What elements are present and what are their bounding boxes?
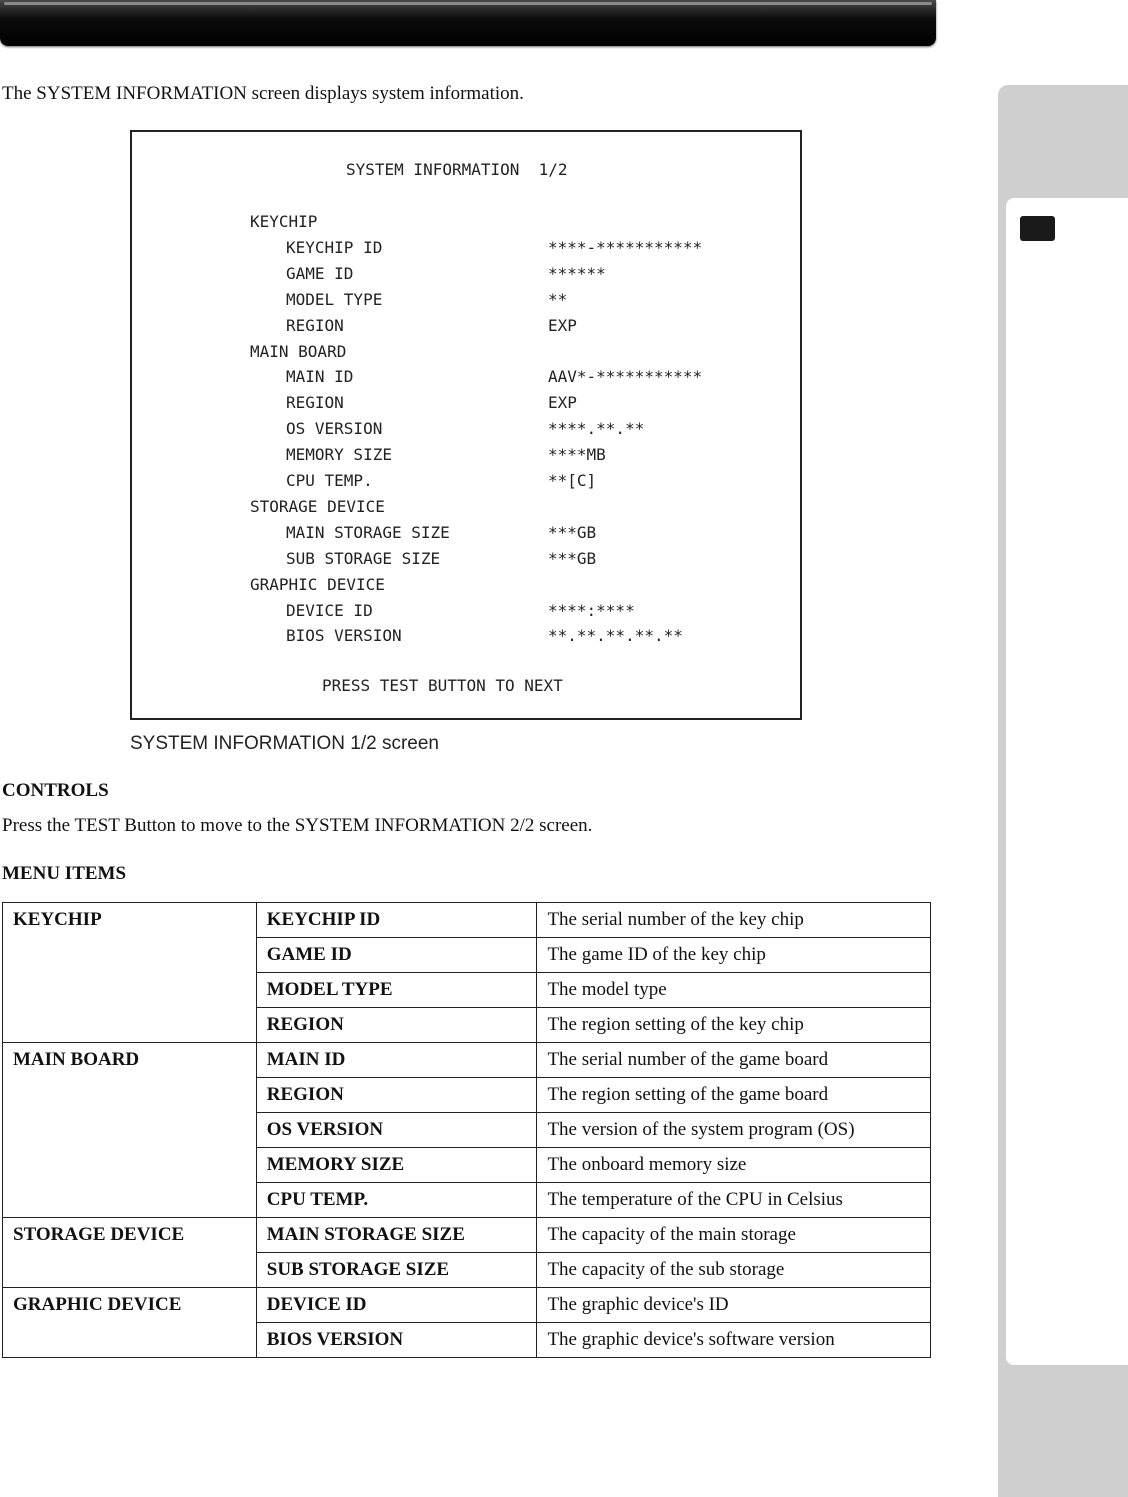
- screen-row-label: REGION: [286, 315, 344, 335]
- side-tab-panel: [1006, 198, 1128, 1365]
- screen-row-label: KEYCHIP: [250, 212, 318, 231]
- screen-info-row: [250, 290, 770, 316]
- item-description-cell: The game ID of the key chip: [537, 938, 931, 973]
- screen-row-value: ****-***********: [548, 237, 703, 257]
- screen-row-label: MAIN BOARD: [250, 341, 347, 361]
- screen-row-value: ***GB: [548, 522, 597, 542]
- item-name-cell: MAIN STORAGE SIZE: [256, 1218, 537, 1253]
- item-name-cell: DEVICE ID: [256, 1288, 537, 1323]
- item-name-cell: MAIN ID: [256, 1043, 537, 1078]
- item-name-cell: GAME ID: [256, 938, 537, 973]
- item-description-cell: The region setting of the key chip: [537, 1008, 931, 1043]
- category-cell: MAIN BOARD: [3, 1043, 257, 1218]
- item-description-cell: The serial number of the game board: [537, 1043, 931, 1078]
- category-cell: GRAPHIC DEVICE: [3, 1288, 257, 1358]
- screen-row-label: REGION: [286, 393, 344, 413]
- screen-info-row: [250, 264, 770, 290]
- screen-row-value: **.**.**.**.**: [548, 626, 683, 646]
- item-name-cell: CPU TEMP.: [256, 1183, 537, 1218]
- screen-row-value: ****MB: [548, 445, 606, 465]
- screen-row-value: **[C]: [548, 471, 597, 490]
- screen-row-label: MAIN STORAGE SIZE: [286, 522, 450, 542]
- screen-row-label: KEYCHIP ID: [286, 237, 383, 257]
- item-name-cell: MODEL TYPE: [256, 973, 537, 1008]
- screen-row-label: MEMORY SIZE: [286, 445, 392, 465]
- item-description-cell: The capacity of the main storage: [537, 1218, 931, 1253]
- screen-row-label: STORAGE DEVICE: [250, 496, 385, 516]
- screen-row-label: BIOS VERSION: [286, 626, 402, 646]
- controls-heading: CONTROLS: [2, 780, 109, 801]
- chapter-title-bar: [0, 0, 936, 46]
- screen-info-row: [250, 549, 770, 575]
- screen-row-value: EXP: [548, 315, 577, 335]
- screen-info-row: [250, 445, 770, 471]
- screen-row-value: **: [548, 289, 568, 309]
- system-info-screen: [130, 130, 802, 720]
- table-row: [3, 1218, 931, 1253]
- table-row: [3, 903, 931, 938]
- screen-row-label: OS VERSION: [286, 419, 383, 439]
- item-name-cell: REGION: [256, 1008, 537, 1043]
- item-name-cell: OS VERSION: [256, 1113, 537, 1148]
- screen-info-row: [250, 626, 770, 652]
- item-description-cell: The graphic device's software version: [537, 1323, 931, 1358]
- item-name-cell: SUB STORAGE SIZE: [256, 1253, 537, 1288]
- item-description-cell: The graphic device's ID: [537, 1288, 931, 1323]
- screen-footer: PRESS TEST BUTTON TO NEXT: [322, 676, 563, 695]
- screen-section-header: [250, 575, 770, 601]
- controls-text: Press the TEST Button to move to the SYSTEM INFORMATION 2/2 screen.: [2, 815, 593, 836]
- screen-info-row: [250, 601, 770, 627]
- screen-title: SYSTEM INFORMATION 1/2: [346, 160, 568, 179]
- screen-info-row: [250, 471, 770, 497]
- screen-row-label: GAME ID: [286, 263, 354, 283]
- chapter-tab-marker: [1020, 216, 1055, 241]
- screen-row-label: SUB STORAGE SIZE: [286, 548, 441, 568]
- screen-info-row: [250, 419, 770, 445]
- intro-text: The SYSTEM INFORMATION screen displays system information.: [2, 83, 524, 104]
- screen-info-row: [250, 523, 770, 549]
- item-description-cell: The serial number of the key chip: [537, 903, 931, 938]
- screen-info-row: [250, 393, 770, 419]
- screen-caption: SYSTEM INFORMATION 1/2 screen: [130, 733, 439, 754]
- item-description-cell: The temperature of the CPU in Celsius: [537, 1183, 931, 1218]
- item-name-cell: REGION: [256, 1078, 537, 1113]
- screen-row-label: MAIN ID: [286, 367, 354, 387]
- screen-row-label: DEVICE ID: [286, 600, 373, 620]
- item-description-cell: The onboard memory size: [537, 1148, 931, 1183]
- screen-row-value: ***GB: [548, 548, 597, 568]
- item-description-cell: The version of the system program (OS): [537, 1113, 931, 1148]
- item-name-cell: BIOS VERSION: [256, 1323, 537, 1358]
- menu-items-heading: MENU ITEMS: [2, 863, 127, 884]
- item-description-cell: The region setting of the game board: [537, 1078, 931, 1113]
- item-name-cell: MEMORY SIZE: [256, 1148, 537, 1183]
- table-row: [3, 1288, 931, 1323]
- screen-row-value: AAV*-***********: [548, 367, 703, 387]
- screen-row-value: ******: [548, 263, 606, 283]
- item-description-cell: The model type: [537, 973, 931, 1008]
- screen-row-value: EXP: [548, 393, 577, 413]
- screen-section-header: [250, 342, 770, 368]
- screen-row-label: GRAPHIC DEVICE: [250, 574, 385, 594]
- screen-info-row: [250, 367, 770, 393]
- table-row: [3, 1043, 931, 1078]
- item-name-cell: KEYCHIP ID: [256, 903, 537, 938]
- screen-info-row: [250, 316, 770, 342]
- screen-row-label: MODEL TYPE: [286, 289, 383, 309]
- screen-info-row: [250, 238, 770, 264]
- category-cell: KEYCHIP: [3, 903, 257, 1043]
- screen-row-value: ****:****: [548, 600, 635, 620]
- screen-row-value: ****.**.**: [548, 419, 645, 439]
- menu-items-table: [2, 902, 931, 1358]
- screen-row-label: CPU TEMP.: [286, 471, 373, 490]
- screen-section-header: [250, 212, 770, 238]
- screen-section-header: [250, 497, 770, 523]
- category-cell: STORAGE DEVICE: [3, 1218, 257, 1288]
- item-description-cell: The capacity of the sub storage: [537, 1253, 931, 1288]
